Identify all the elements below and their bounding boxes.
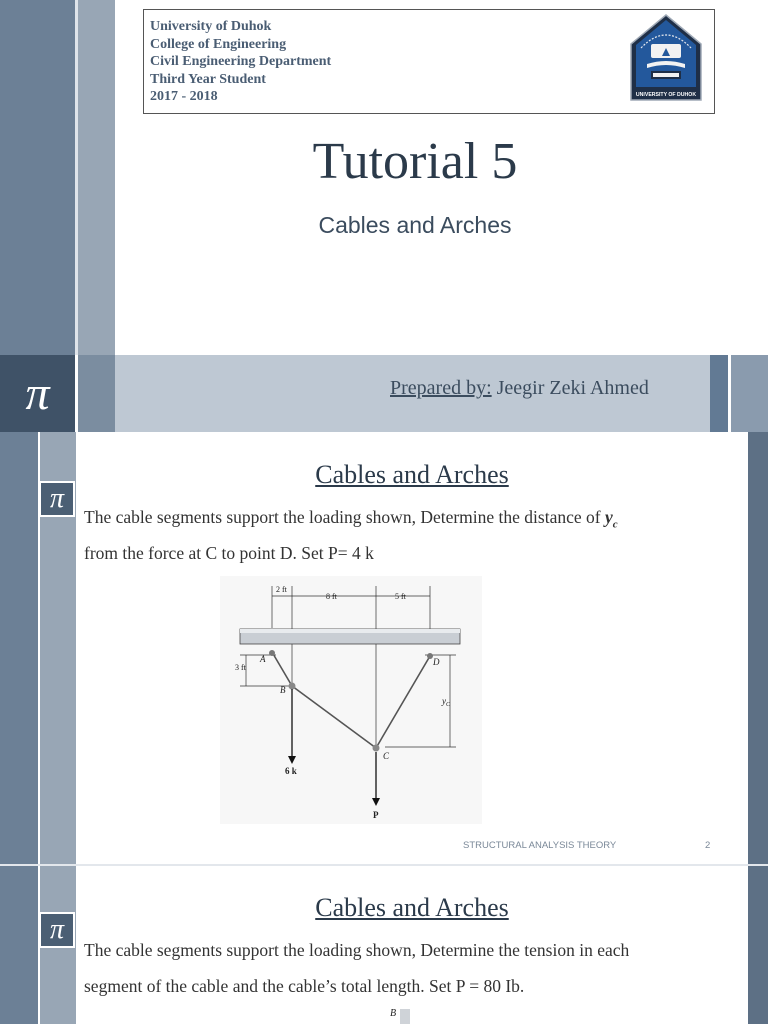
dim-2ft: 2 ft <box>276 585 287 594</box>
slide2-text-line2: from the force at C to point D. Set P= 4 k <box>84 543 374 563</box>
info-line-department: Civil Engineering Department <box>150 54 332 69</box>
slide3-right-bar <box>748 866 768 1024</box>
dim-yc: $y_C$ <box>442 696 451 708</box>
prepared-by-label: Prepared by: <box>390 377 492 399</box>
university-logo <box>629 14 703 102</box>
info-line-year: 2017 - 2018 <box>150 89 218 104</box>
pi-icon: π <box>39 481 75 517</box>
slide2-text-line1 <box>84 507 618 531</box>
joint-B <box>289 683 296 690</box>
beam-highlight <box>240 629 460 633</box>
label-C: C <box>383 751 390 761</box>
author-name: Jeegir Zeki Ahmed <box>496 377 649 399</box>
slide3-figure-top <box>380 1004 420 1024</box>
logo-text: UNIVERSITY OF DUHOK <box>635 92 697 98</box>
slide2-title-text: Cables and Arches <box>315 460 509 489</box>
tutorial-title: Tutorial 5 <box>312 133 518 190</box>
dim-3ft: 3 ft <box>235 663 246 672</box>
slide3-title-text: Cables and Arches <box>315 893 509 922</box>
slide1-left-bar <box>0 0 75 355</box>
slide2-left-bar <box>0 432 38 865</box>
pi-icon: π <box>39 912 75 948</box>
university-info-lines <box>150 18 331 106</box>
yc-subscript: c <box>612 518 618 531</box>
slide2-right-bar <box>748 432 768 865</box>
slide-divider <box>0 864 768 866</box>
info-line-student: Third Year Student <box>150 71 266 87</box>
cable-figure <box>220 576 482 824</box>
info-line-college: College of Engineering <box>150 36 287 52</box>
load-P: P <box>373 810 379 820</box>
slide3-label-B: B <box>390 1008 397 1019</box>
slide1-band-right-light <box>731 355 768 432</box>
pi-icon: π <box>25 367 50 420</box>
yc-variable: y <box>604 507 613 527</box>
slide1-band-left-light <box>78 355 115 432</box>
label-A: A <box>260 654 266 664</box>
info-line-university: University of Duhok <box>150 19 272 34</box>
slide2-footer: STRUCTURAL ANALYSIS THEORY <box>463 840 617 851</box>
slide3-title <box>76 893 748 923</box>
slide2-page-number: 2 <box>705 840 711 851</box>
slide3-text-line2: segment of the cable and the cable’s total length. Set P = 80 Ib. <box>84 976 525 996</box>
label-B: B <box>280 685 286 695</box>
support-A <box>269 650 275 656</box>
slide3-text-line1: The cable segments support the loading shown, Determine the tension in each <box>84 940 630 960</box>
label-D: D <box>433 657 440 667</box>
slide1-band-right-dark <box>710 355 728 432</box>
dim-8ft: 8 ft <box>326 592 337 601</box>
tutorial-subtitle: Cables and Arches <box>318 212 512 238</box>
slide3-left-bar <box>0 866 38 1024</box>
slide2-title <box>76 460 748 490</box>
load-6k: 6 k <box>285 766 297 776</box>
slide2-text-line1-main: The cable segments support the loading shown, Determine the distance of <box>84 507 601 527</box>
prepared-by <box>390 377 649 400</box>
joint-C <box>373 745 380 752</box>
dim-5ft: 5 ft <box>395 592 406 601</box>
slide3-figure-support <box>400 1009 410 1024</box>
slide1-left-bar-light <box>78 0 115 355</box>
